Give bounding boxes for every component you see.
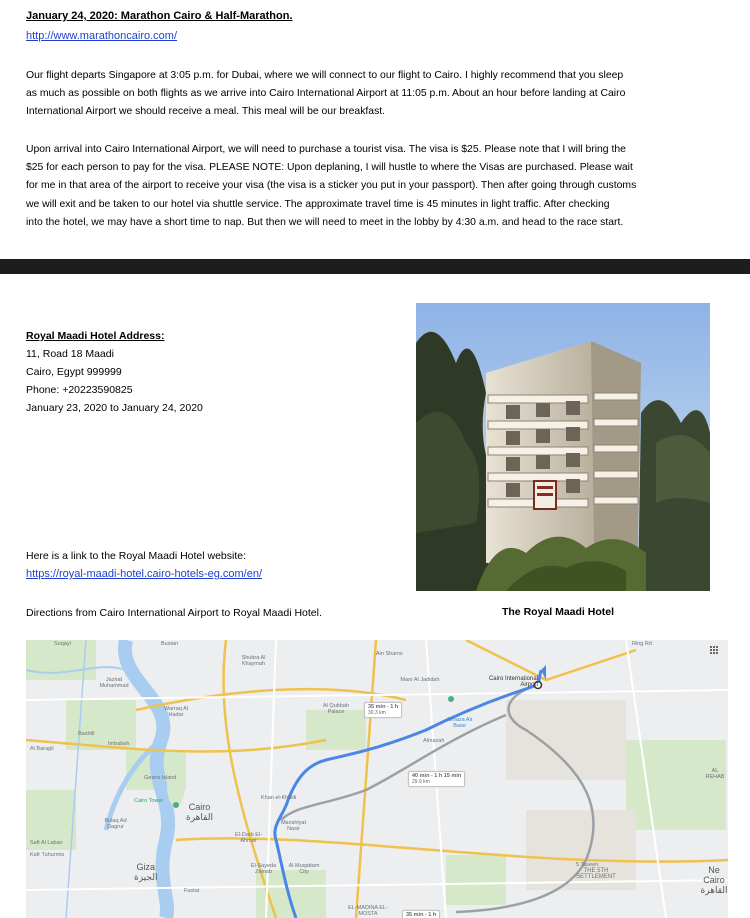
directions-map[interactable] <box>26 640 728 918</box>
flight-paragraph <box>26 67 728 122</box>
map-label-masr: Masr Al Jadidah <box>400 677 440 683</box>
hotel-website-intro: Here is a link to the Royal Maadi Hotel website: <box>26 550 247 562</box>
map-label-almaza: Almaza Air Base <box>446 717 473 729</box>
arrival-line: into the hotel, we may have a short time to nap. But then we will need to meet in the lobby by 4:30 a.m. and head to the race start. <box>26 216 624 228</box>
map-label-manshiyet: Manshiyat Nasir <box>280 820 307 832</box>
map-label-imbabah: Imbabah <box>108 741 130 747</box>
map-label-gezira: Gezira Island <box>144 775 177 781</box>
map-label-khalili: Khan el-Khalili <box>261 795 297 801</box>
hotel-address-block <box>26 345 203 417</box>
address-line: 11, Road 18 Maadi <box>26 348 114 360</box>
map-label-shubra: Shubra Al Khaymah <box>241 655 266 667</box>
stay-dates: January 23, 2020 to January 24, 2020 <box>26 402 203 414</box>
flight-line: as much as possible on both flights as we arrive into Cairo International Airport at 11:05 p.m. About an hour before landing at Cairo <box>26 88 626 100</box>
map-label-baragil: Al Baragil <box>30 746 54 752</box>
arrival-line: for me in that area of the airport to receive your visa (the visa is a sticker you put in your passport). Then after going through customs <box>26 180 637 192</box>
map-label-warraq: Warraq Al Hadar <box>164 706 188 718</box>
route-chip-alternate[interactable] <box>408 771 465 787</box>
map-city-cairo: Cairo القاهرة <box>186 802 213 822</box>
map-label-darb: El-Darb El-Ahmar <box>235 832 262 844</box>
arrival-paragraph <box>26 141 728 232</box>
map-label-airport: Cairo International Airport <box>488 676 538 688</box>
map-label-fifth: THE 5TH SETTLEMENT <box>576 868 616 880</box>
map-label-suqayl: Suqayl <box>54 641 71 647</box>
map-label-laban: Saft Al Laban <box>30 840 63 846</box>
event-title: January 24, 2020: Marathon Cairo & Half-Marathon. <box>26 10 293 22</box>
route-time: 35 min - 1 h <box>406 912 437 918</box>
arrival-line: $25 for each person to pay for the visa. PLEASE NOTE: Upon deplaning, I will hustle to where the Visas are purchased. Please wait <box>26 162 633 174</box>
map-city-giza: Giza الجيزة <box>134 862 158 882</box>
flight-line: Our flight departs Singapore at 3:05 p.m. for Dubai, where we will connect to our flight to Cairo. I highly recommend that you sleep <box>26 70 624 81</box>
map-label-fustat: Fustat <box>184 888 200 894</box>
map-label-bulaq: Bulaq Ad Dagrur <box>104 818 127 830</box>
hotel-address-heading: Royal Maadi Hotel Address: <box>26 330 165 342</box>
map-label-kafr: Kafr Tuhurmis <box>30 852 65 858</box>
map-label-almazah: Almazah <box>423 738 445 744</box>
hotel-website-link[interactable]: https://royal-maadi-hotel.cairo-hotels-eg.com/en/ <box>26 568 262 580</box>
map-label-bashtil: Bashtil <box>78 731 95 737</box>
map-label-bustan: Bustan <box>161 641 179 647</box>
route-time: 40 min - 1 h 15 min <box>412 773 462 779</box>
phone-line: Phone: +20223590825 <box>26 384 133 396</box>
route-chip-alternate-2[interactable] <box>402 910 440 918</box>
photo-caption: The Royal Maadi Hotel <box>501 606 615 618</box>
map-label-rehab: AL REHAB <box>705 768 725 780</box>
arrival-line: Upon arrival into Cairo International Airport, we will need to purchase a tourist visa. The visa is $25. Please note that I will bring the <box>26 144 626 155</box>
route-time: 35 min - 1 h <box>368 704 399 710</box>
section-divider <box>0 259 750 274</box>
map-city-new-cairo: Ne Cairo القاهرة <box>700 865 728 895</box>
hotel-photo <box>416 303 710 591</box>
route-distance: 29.9 km <box>412 779 430 785</box>
route-chip-primary[interactable] <box>364 702 402 718</box>
directions-caption: Directions from Cairo International Airport to Royal Maadi Hotel. <box>26 607 322 619</box>
route-distance: 30.3 km <box>368 710 386 716</box>
marathon-website-link[interactable]: http://www.marathoncairo.com/ <box>26 30 178 42</box>
map-label-ring-rd: Ring Rd <box>632 641 652 647</box>
flight-line: International Airport we should receive a meal. This meal will be our breakfast. <box>26 106 386 118</box>
map-label-jazirat: Jazirat Muhammad <box>99 677 129 689</box>
address-line: Cairo, Egypt 999999 <box>26 366 122 378</box>
map-label-shorouk: 5 Taseen <box>576 862 599 868</box>
map-label-maadi: EL-MADINA EL-MOSTA <box>348 905 388 917</box>
map-label-ainshams: Ain Shams <box>376 651 403 657</box>
map-label-tower: Cairo Tower <box>134 798 164 804</box>
arrival-line: we will exit and be taken to our hotel via shuttle service. The approximate travel time is 45 minutes in light traffic. After checking <box>26 198 610 210</box>
map-label-sayeda: El-Sayeda Zeinab <box>250 863 277 875</box>
hotel-building-image <box>416 303 710 591</box>
map-label-qubbah: Al Qubbah Palace <box>323 703 349 715</box>
map-label-muqattam: Al Muqattam City <box>288 863 320 875</box>
